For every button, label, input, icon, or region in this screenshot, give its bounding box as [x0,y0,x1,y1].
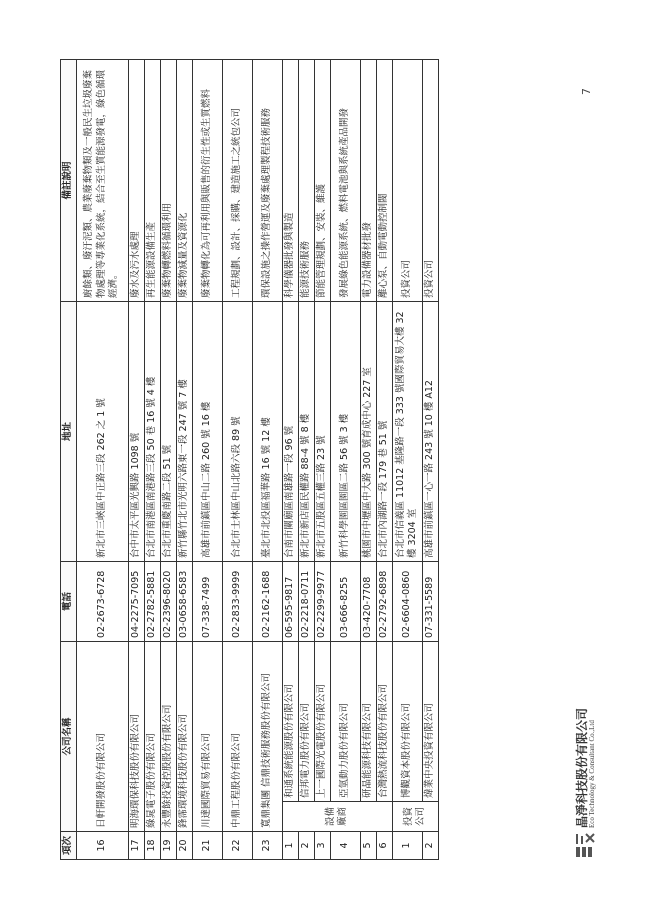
address: 高雄市前鎮區中山二路 260 號 16 樓 [192,301,222,561]
row-number: 4 [330,832,360,860]
page-number: 7 [580,88,593,95]
note: 節能管理規劃、安裝、維護 [314,59,330,301]
table-row [314,59,330,859]
phone-number: 02-2792-6898 [376,561,392,641]
table-row [422,59,438,859]
company-name: 亞氫動力股份有限公司 [330,641,360,801]
table-row [392,59,422,859]
company-name: 上一國際光電股份有限公司 [314,641,330,801]
note: 科學儀器批發與製造 [282,59,298,301]
address: 新竹縣竹北市光明六路東一段 247 號 7 樓 [176,301,192,561]
company-logo-english: Eco Technology & Consultant Co.,Ltd [588,720,596,828]
address: 臺北市北投區福華路 16 號 12 樓 [252,301,282,561]
phone-number: 02-2833-9999 [222,561,252,641]
row-number: 20 [176,832,192,860]
company-name: 信邦電力股份有限公司 [298,641,314,801]
note: 廢棄物轉燃料循環利用 [160,59,176,301]
phone-number: 03-0658-6583 [176,561,192,641]
phone-number: 03-666-8255 [330,561,360,641]
note: 離心泵、自動電動控制閥 [376,59,392,301]
company-table [60,59,439,860]
table-row [144,59,160,859]
note: 發展綠色能源系統、燃料電池與系統產品開發 [330,59,360,301]
address: 新竹科學園區園區二路 56 號 3 樓 [330,301,360,561]
table-header-row [61,59,77,859]
header-note: 備註說明 [61,59,77,301]
note: 電力設備器材批發 [360,59,376,301]
footer [572,60,602,860]
company-name: 和通系統能源股份有限公司 [282,641,298,801]
table-row [252,59,282,859]
phone-number: 04-2275-7095 [128,561,144,641]
address: 台北市士林區中山北路六段 89 號 [222,301,252,561]
table-row [160,59,176,859]
header-no: 項次 [61,832,77,860]
row-number: 21 [192,832,222,860]
company-name: 日軒開發股份有限公司 [76,641,128,831]
address: 新北市五股區五權三路 23 號 [314,301,330,561]
note: 投資公司 [422,59,438,301]
address: 台北市南港區南港路三段 50 巷 16 號 4 樓 [144,301,160,561]
table-row [376,59,392,859]
row-number: 5 [360,832,376,860]
company-name: 鋒霈環境科技股份有限公司 [176,641,192,831]
company-name: 明海環保科技股份有限公司 [128,641,144,831]
phone-number: 02-2299-9977 [314,561,330,641]
note: 廢水及污水處理 [128,59,144,301]
address: 台南市關廟區南雄路一段 96 號 [282,301,298,561]
phone-number: 07-331-5589 [422,561,438,641]
row-number: 1 [392,832,422,860]
table-row [76,59,128,859]
phone-number: 07-338-7499 [192,561,222,641]
address: 高雄市前鎮區一心一路 243 號 10 樓 A12 [422,301,438,561]
row-number: 18 [144,832,160,860]
company-name: 永豐餘投資控股股份有限公司 [160,641,176,831]
note: 廢棄物減量及資源化 [176,59,192,301]
company-name: 台灣熱流科技股份有限公司 [376,641,392,801]
row-number: 2 [422,832,438,860]
table-row [176,59,192,859]
table-row [128,59,144,859]
phone-number: 02-2673-6728 [76,561,128,641]
address: 新北市新店區民權路 88-4 號 8 樓 [298,301,314,561]
table-row [222,59,252,859]
company-name: 中鼎工程股份有限公司 [222,641,252,831]
company-logo-icon [574,832,596,858]
address: 台北市信義區 11012 基隆路一段 333 號國際貿易大樓 32 樓 3204 室 [392,301,422,561]
category-cell: 設備廠商 [282,802,392,832]
row-number: 23 [252,832,282,860]
note: 能源技術服務 [298,59,314,301]
company-name: 研晶能源科技有限公司 [360,641,376,801]
address: 新北市三峽區中正路三段 262 之 1 號 [76,301,128,561]
note: 廚餘類、廢汙泥類、農業廢棄物類及一般民生垃圾廢棄物處理等專業化系統，結合至生質能源發電，綠色循環經濟。 [76,59,128,301]
note: 廢棄物轉化為可再利用與販售的衍生性或生質燃料 [192,59,222,301]
phone-number: 02-2782-5881 [144,561,160,641]
phone-number: 02-2162-1688 [252,561,282,641]
row-number: 6 [376,832,392,860]
table-row [192,59,222,859]
company-name: 綠晁電子股份有限公司 [144,641,160,831]
table-row [298,59,314,859]
phone-number: 03-420-7708 [360,561,376,641]
table-row [360,59,376,859]
header-address: 地址 [61,301,77,561]
phone-number: 02-2396-8020 [160,561,176,641]
phone-number: 06-595-9817 [282,561,298,641]
company-name: 煒業中央投資有限公司 [422,641,438,801]
row-number: 1 [282,832,298,860]
company-name: 博觀資本股份有限公司 [392,641,422,801]
row-number: 2 [298,832,314,860]
header-company: 公司名稱 [61,641,77,831]
row-number: 19 [160,832,176,860]
table-row [282,59,298,859]
company-name: 川達國際貿易有限公司 [192,641,222,831]
address: 台中市太平區光興路 1098 號 [128,301,144,561]
company-logo-name: 晶淨科技股份有限公司 [575,707,589,828]
row-number: 16 [76,832,128,860]
address: 台北市重慶南路二段 51 號 [160,301,176,561]
note: 投資公司 [392,59,422,301]
rotated-page [60,60,620,860]
note: 環保設施之操作營運及廢棄處理製程技術服務 [252,59,282,301]
category-cell: 投資公司 [392,802,438,832]
phone-number: 02-6604-0860 [392,561,422,641]
address: 桃園市中壢區中大路 300 號育成中心 227 室 [360,301,376,561]
header-phone: 電話 [61,561,77,641]
note: 再生能源設備生產 [144,59,160,301]
row-number: 22 [222,832,252,860]
row-number: 3 [314,832,330,860]
note: 工程規劃、設計、採購、建造施工之統包公司 [222,59,252,301]
address: 台北市內湖路一段 179 巷 51 號 [376,301,392,561]
row-number: 17 [128,832,144,860]
table-row [330,59,360,859]
phone-number: 02-2218-0711 [298,561,314,641]
company-name: 寬鼎集團 信鼎技術服務股份有限公司 [252,641,282,831]
